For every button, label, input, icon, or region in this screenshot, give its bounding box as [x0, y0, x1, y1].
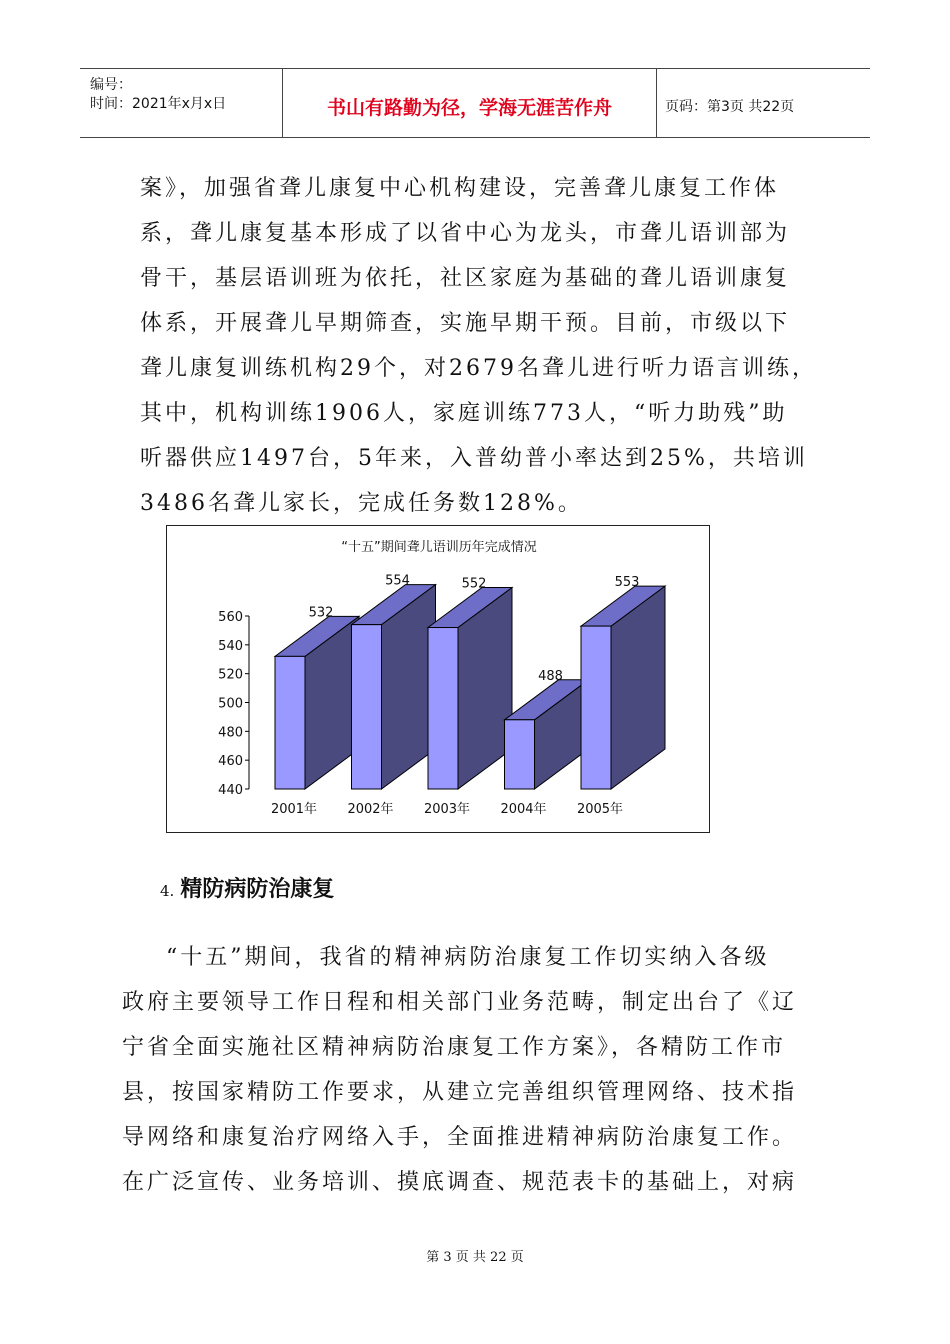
x-tick-label: 2002年 — [347, 802, 394, 817]
text-line: 宁省全面实施社区精神病防治康复工作方案》，各精防工作市 — [122, 1035, 787, 1060]
section-title: 精防病防治康复 — [180, 877, 335, 902]
y-tick-label: 520 — [218, 667, 243, 683]
y-tick-label: 540 — [218, 638, 243, 654]
bar — [581, 626, 611, 789]
y-tick-label: 460 — [218, 754, 243, 770]
bar — [275, 656, 305, 789]
y-tick-label: 560 — [218, 610, 243, 625]
bar — [352, 625, 382, 789]
header-meta — [80, 69, 282, 137]
page-footer: 第 3 页 共 22 页 — [426, 1250, 524, 1265]
data-label: 553 — [614, 575, 640, 591]
text-line: 3486名聋儿家长，完成任务数128%。 — [140, 491, 583, 516]
header-motto: 书山有路勤为径，学海无涯苦作舟 — [282, 69, 657, 137]
text-line: 导网络和康复治疗网络入手，全面推进精神病防治康复工作。 — [122, 1125, 798, 1150]
bar-chart — [166, 525, 710, 833]
y-tick-label: 500 — [218, 696, 243, 712]
text-line: 在广泛宣传、业务培训、摸底调查、规范表卡的基础上，对病 — [122, 1170, 798, 1195]
x-tick-label: 2001年 — [270, 802, 318, 817]
y-tick-label: 440 — [218, 783, 243, 798]
text-line: 骨干，基层语训班为依托，社区家庭为基础的聋儿语训康复 — [140, 266, 791, 291]
serial-label: 编号： — [90, 77, 132, 93]
chart-title: “十五”期间聋儿语训历年完成情况 — [341, 540, 537, 555]
date-label: 时间：2021年x月x日 — [90, 96, 227, 112]
text-line: 体系，开展聋儿早期筛查，实施早期干预。目前，市级以下 — [140, 311, 791, 336]
data-label: 532 — [308, 605, 334, 621]
page-header — [80, 68, 870, 138]
data-label: 488 — [538, 668, 563, 684]
text-line: 案》，加强省聋儿康复中心机构建设，完善聋儿康复工作体 — [140, 176, 780, 201]
paragraph-mental-health — [122, 935, 842, 1205]
paragraph-deaf-rehab — [140, 166, 840, 526]
text-line: “十五”期间，我省的精神病防治康复工作切实纳入各级 — [166, 945, 770, 970]
data-label: 552 — [461, 576, 487, 592]
text-line: 政府主要领导工作日程和相关部门业务范畴，制定出台了《辽 — [122, 990, 798, 1015]
text-line: 聋儿康复训练机构29个，对2679名聋儿进行听力语言训练， — [140, 356, 817, 381]
section-heading — [160, 872, 334, 903]
x-tick-label: 2004年 — [500, 802, 547, 817]
data-label: 554 — [385, 573, 410, 589]
chart-canvas — [167, 526, 711, 834]
x-tick-label: 2003年 — [423, 802, 471, 817]
text-line: 其中，机构训练1906人，家庭训练773人，“听力助残”助 — [140, 401, 788, 426]
bar — [505, 720, 535, 789]
text-line: 县，按国家精防工作要求，从建立完善组织管理网络、技术指 — [122, 1080, 798, 1105]
bar — [428, 628, 458, 789]
y-tick-label: 480 — [218, 725, 243, 741]
header-page-info: 页码：第3页 共22页 — [665, 99, 795, 115]
section-number: 4. — [160, 882, 175, 900]
text-line: 系，聋儿康复基本形成了以省中心为龙头，市聋儿语训部为 — [140, 221, 791, 246]
text-line: 听器供应1497台，5年来，入普幼普小率达到25%，共培训 — [140, 446, 808, 471]
x-tick-label: 2005年 — [576, 802, 624, 817]
